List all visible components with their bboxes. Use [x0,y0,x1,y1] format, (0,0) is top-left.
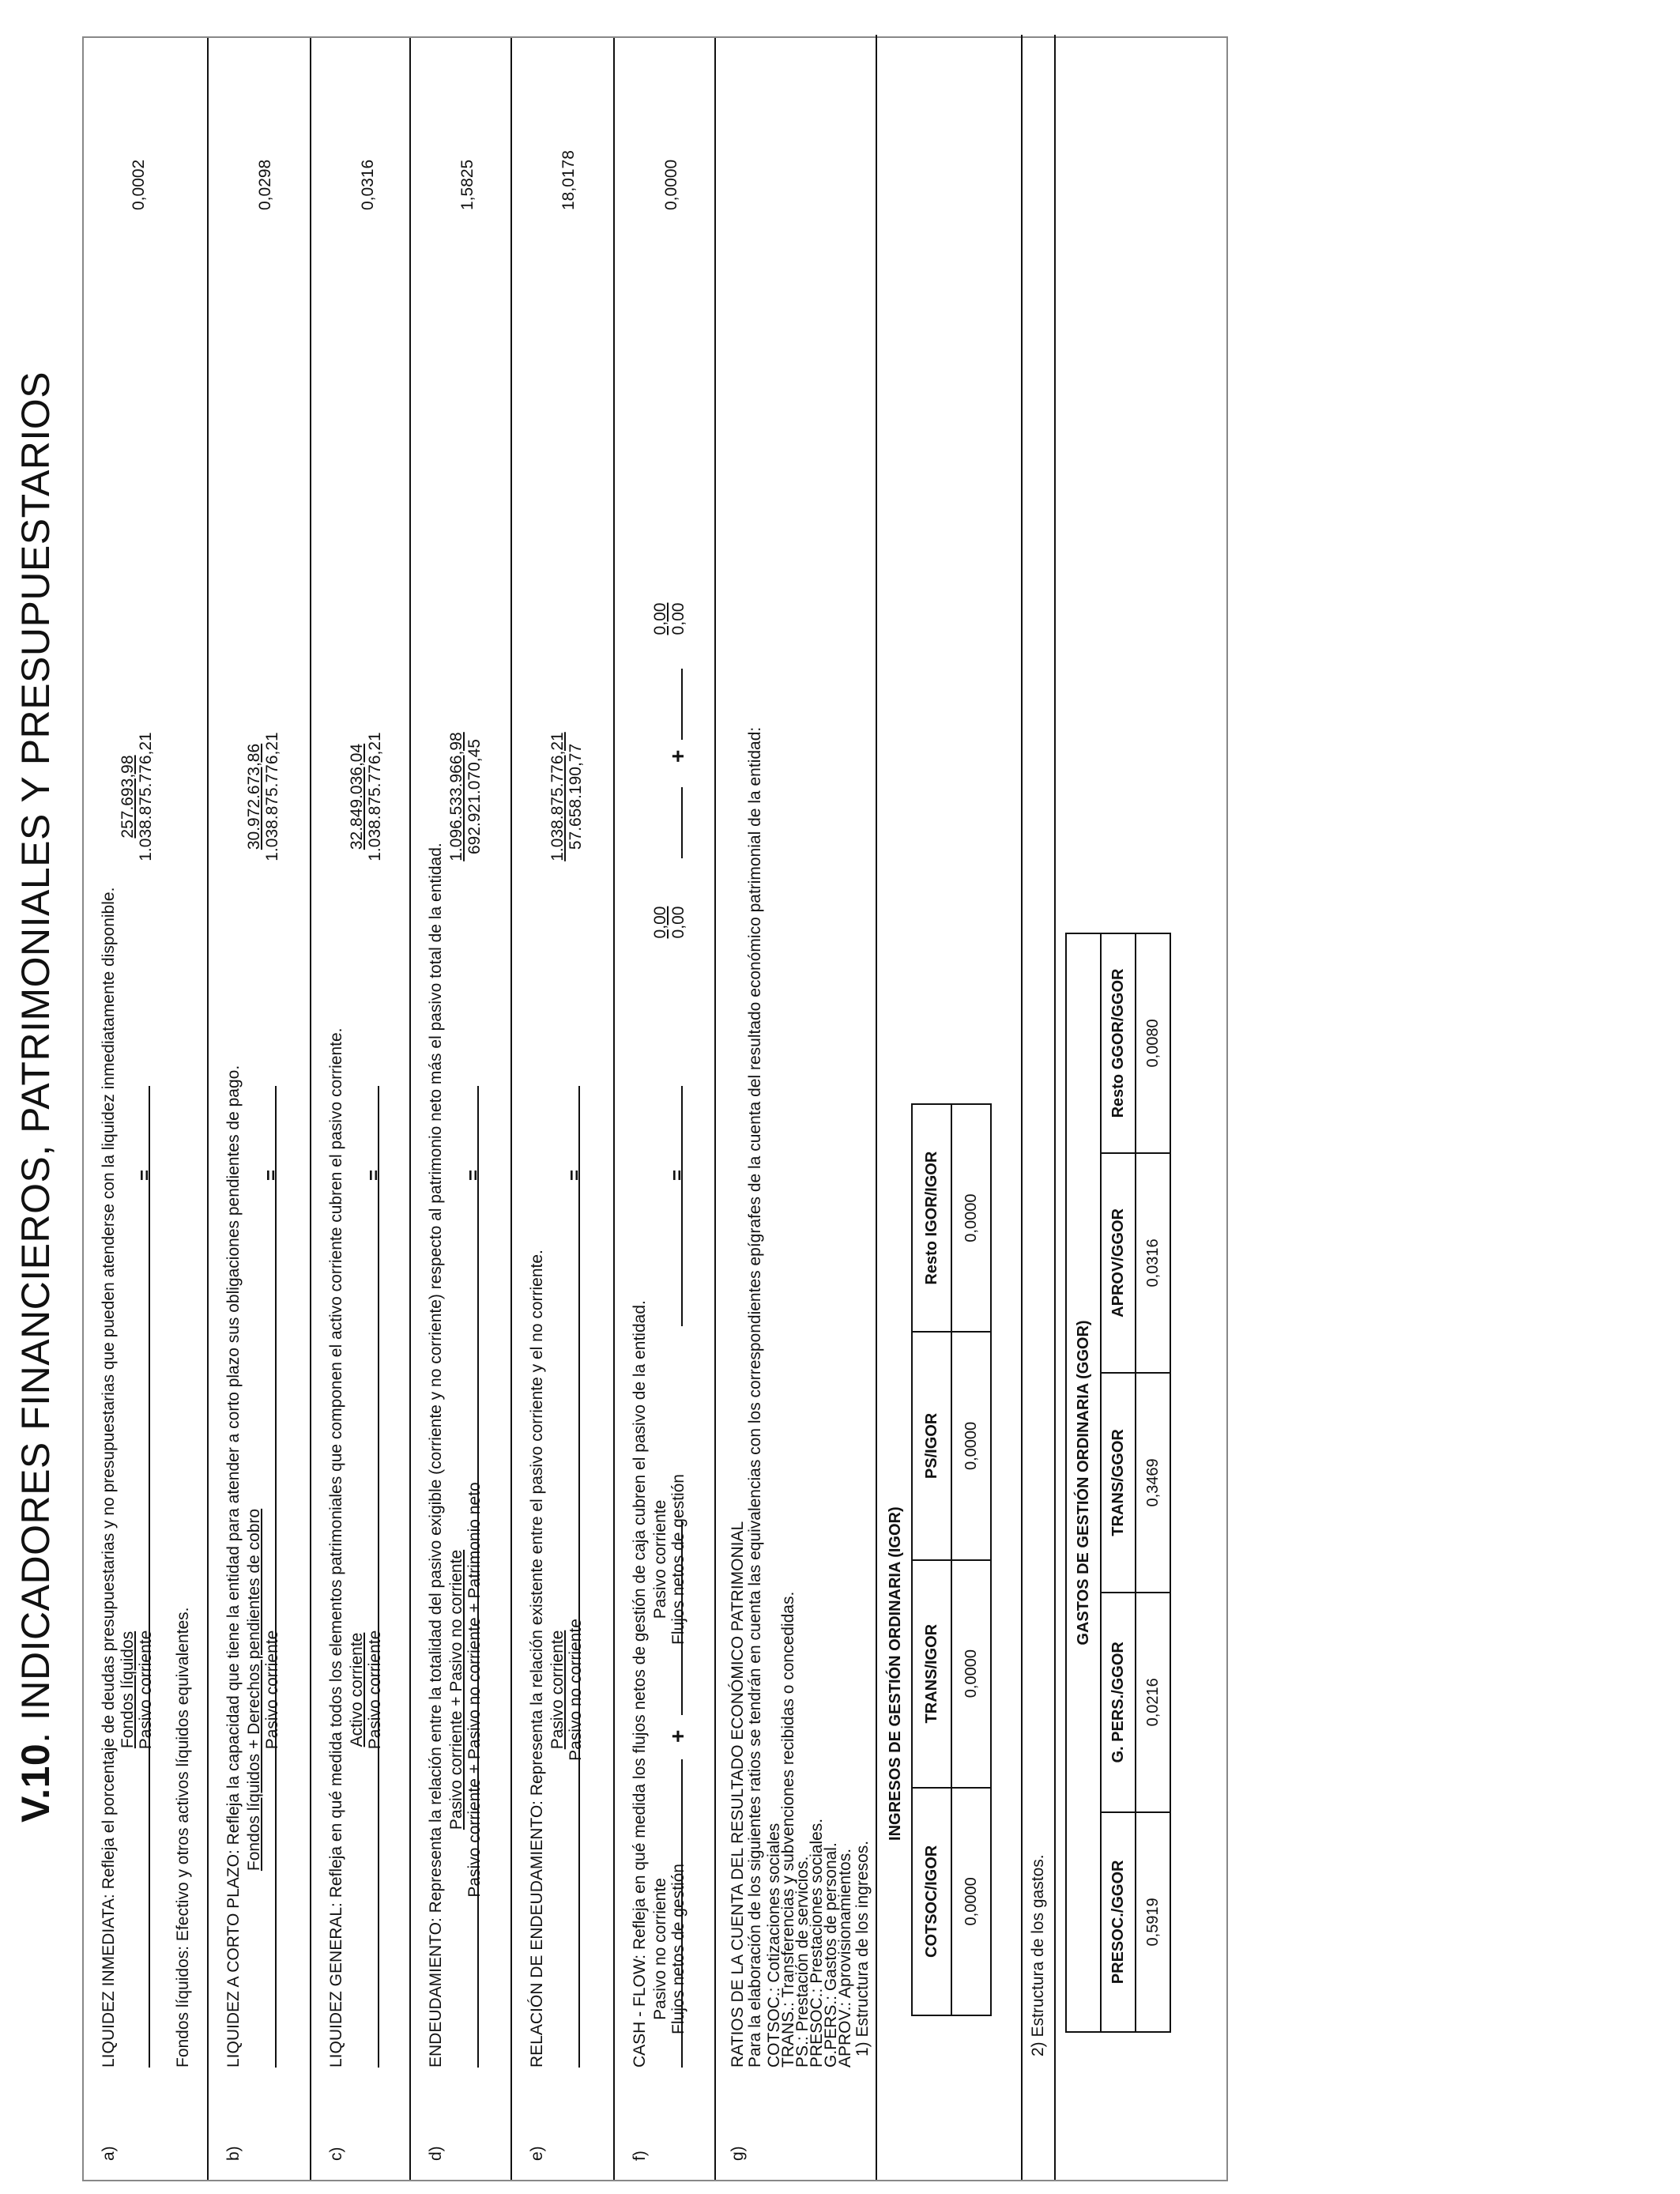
table-title: GASTOS DE GESTIÓN ORDINARIA (GGOR) [1066,933,1101,2032]
section-description: LIQUIDEZ A CORTO PLAZO: Refleja la capacidad que tiene la entidad para atender a corto plazo sus obligaciones pendientes de pago. [224,1065,243,2068]
section-heading: RATIOS DE LA CUENTA DEL RESULTADO ECONÓMICO PATRIMONIAL [729,1521,747,2068]
ratio-result: 18,0178 [559,150,578,210]
section-description: LIQUIDEZ GENERAL: Refleja en qué medida todos los elementos patrimoniales que componen el activo corriente cubren el pasivo corriente. [327,1027,345,2068]
section-liquidez-corto-plazo [209,38,311,2180]
fraction-line [378,1086,379,2068]
column-header: Resto GGOR/GGOR [1101,933,1136,1153]
equals-sign: = [134,1169,156,1181]
column-header: G. PERS./GGOR [1101,1593,1136,1812]
numerator-value: 1.038.875.776,21 [548,732,567,861]
legend-item: PS.: Prestación de servicios. [793,1856,812,2068]
section-description: ENDEUDAMIENTO: Representa la relación entre la totalidad del pasivo exigible (corriente y no corriente) respecto al patrimonio neto más el pasivo total de la entidad. [427,843,445,2068]
equals-sign: = [564,1169,586,1181]
table-spacer [912,2015,951,2030]
column-header: PS/IGOR [912,1332,951,1559]
table-cell: 0,0000 [951,1788,991,2015]
value1-numerator: 0,00 [651,906,669,939]
section-description: LIQUIDEZ INMEDIATA: Refleja el porcentaje de deudas presupuestarias y no presupuestarias que pueden atenderse con la liquidez inmediatamente disponible. [100,887,118,2068]
table-cell: 0,0000 [951,1332,991,1559]
equals-sign: = [363,1169,385,1181]
denominator-value: 1.038.875.776,21 [366,732,384,861]
numerator-value: 1.096.533.966,98 [447,732,465,861]
table-cell: 0,5919 [1136,1812,1170,2032]
column-header: COTSOC/IGOR [912,1788,951,2015]
expense-caption: 2) Estructura de los gastos. [1029,1854,1047,2056]
fraction-line [578,1086,580,2068]
ratio-result: 0,0000 [662,159,680,210]
title-number: V.10 [13,1743,58,1823]
table-title: INGRESOS DE GESTIÓN ORDINARIA (IGOR) [880,1332,912,2015]
income-structure-table [880,1103,992,2030]
table-empty-cell [880,2015,912,2030]
numerator-value: 30.972.673,86 [245,743,263,850]
section-divider [1054,35,1056,2180]
denominator-label: Pasivo corriente [366,1630,384,1750]
section-divider [876,35,877,2180]
numerator-value: 257.693,98 [119,755,137,839]
legend-item: G.PERS.: Gastos de personal. [822,1842,840,2068]
ratio-result: 1,5825 [458,159,477,210]
section-label: d) [427,2146,445,2161]
section-label: a) [100,2146,118,2161]
section-intro: Para la elaboración de los siguientes ratios se tendrán en cuenta las equivalencias con los correspondientes epígrafes de la cuenta del resultado económico patrimonial de la entidad: [746,726,764,2068]
table-cell: 0,3469 [1136,1373,1170,1593]
value1-denominator: 0,00 [669,906,687,939]
section-label: f) [631,2151,649,2161]
denominator-value: 1.038.875.776,21 [263,732,281,861]
ratio-result: 0,0316 [359,159,377,210]
section-endeudamiento [411,38,512,2180]
fraction-line [681,1086,683,1326]
denominator-value: 692.921.070,45 [465,739,484,854]
income-caption: 1) Estructura de los ingresos. [853,1840,872,2056]
section-liquidez-inmediata [84,38,209,2180]
column-header: TRANS/GGOR [1101,1373,1136,1593]
legend-item: TRANS.: Transferencias y subvenciones recibidas o concedidas. [779,1591,797,2068]
section-relacion-endeudamiento [512,38,615,2180]
table-cell: 0,0216 [1136,1593,1170,1812]
table-cell: 0,0000 [951,1560,991,1788]
fraction-line [681,1759,683,2068]
table-empty-cell [880,1104,912,1332]
denominator-label: Pasivo no corriente [567,1619,585,1761]
legend-item: APROV.: Aprovisionamientos. [836,1848,854,2068]
section-label: e) [528,2146,546,2161]
numerator-label: Activo corriente [348,1632,366,1747]
numerator-value: 32.849.036,04 [348,743,366,850]
denominator-value: 1.038.875.776,21 [137,732,155,861]
fraction-line [477,1086,479,2068]
equals-sign: = [261,1169,282,1181]
numerator-label: Pasivo corriente [548,1630,567,1750]
fraction-line [275,1086,277,2068]
legend-item: COTSOC.: Cotizaciones sociales [765,1823,783,2068]
section-note: Fondos líquidos: Efectivo y otros activos líquidos equivalentes. [174,1607,192,2068]
section-description: CASH - FLOW: Refleja en qué medida los flujos netos de gestión de caja cubren el pasivo de la entidad. [631,1300,649,2068]
term1-numerator: Pasivo no corriente [651,1878,669,2020]
value2-numerator: 0,00 [651,602,669,635]
title-text: . INDICADORES FINANCIEROS, PATRIMONIALES Y PRESUPUESTARIOS [13,371,58,1744]
legend-item: PRESOC.: Prestaciones sociales. [808,1818,826,2068]
fraction-line [681,669,683,740]
column-header: APROV/GGOR [1101,1153,1136,1373]
fraction-line [149,1086,150,2068]
equals-sign: = [463,1169,484,1181]
indicators-frame [82,36,1228,2181]
section-cash-flow [615,38,716,2180]
column-header: TRANS/IGOR [912,1560,951,1788]
section-label: g) [729,2146,747,2161]
section-description: RELACIÓN DE ENDEUDAMIENTO: Representa la relación existente entre el pasivo corriente y el no corriente. [528,1250,546,2068]
ratio-result: 0,0002 [130,159,148,210]
equals-sign: = [667,1169,688,1181]
section-liquidez-general [311,38,411,2180]
term2-denominator: Flujos netos de gestión [669,1474,687,1645]
denominator-value: 57.658.190,77 [567,743,585,850]
page-title [13,0,58,2194]
numerator-label: Pasivo corriente + Pasivo no corriente [447,1549,465,1830]
section-divider [1021,35,1023,2180]
numerator-label: Fondos líquidos + Derechos pendientes de cobro [245,1508,263,1872]
plus-sign: + [665,749,690,763]
denominator-label: Pasivo corriente [263,1630,281,1750]
section-label: c) [327,2147,345,2161]
table-spacer [951,2015,991,2030]
value2-denominator: 0,00 [669,602,687,635]
term1-denominator: Flujos netos de gestión [669,1864,687,2034]
ratio-result: 0,0298 [256,159,274,210]
table-cell: 0,0316 [1136,1153,1170,1373]
denominator-label: Pasivo corriente [137,1630,155,1750]
denominator-label: Pasivo corriente + Pasivo no corriente + Patrimonio neto [465,1482,484,1898]
expense-structure-table [1065,933,1171,2033]
section-ratios-resultado [716,38,1230,2180]
fraction-line [681,787,683,858]
section-label: b) [224,2146,243,2161]
numerator-label: Fondos líquidos [119,1630,137,1749]
plus-sign: + [665,1729,690,1743]
table-cell: 0,0080 [1136,933,1170,1153]
table-cell: 0,0000 [951,1104,991,1332]
column-header: PRESOC./GGOR [1101,1812,1136,2032]
column-header: Resto IGOR/IGOR [912,1104,951,1332]
term2-numerator: Pasivo corriente [651,1499,669,1619]
